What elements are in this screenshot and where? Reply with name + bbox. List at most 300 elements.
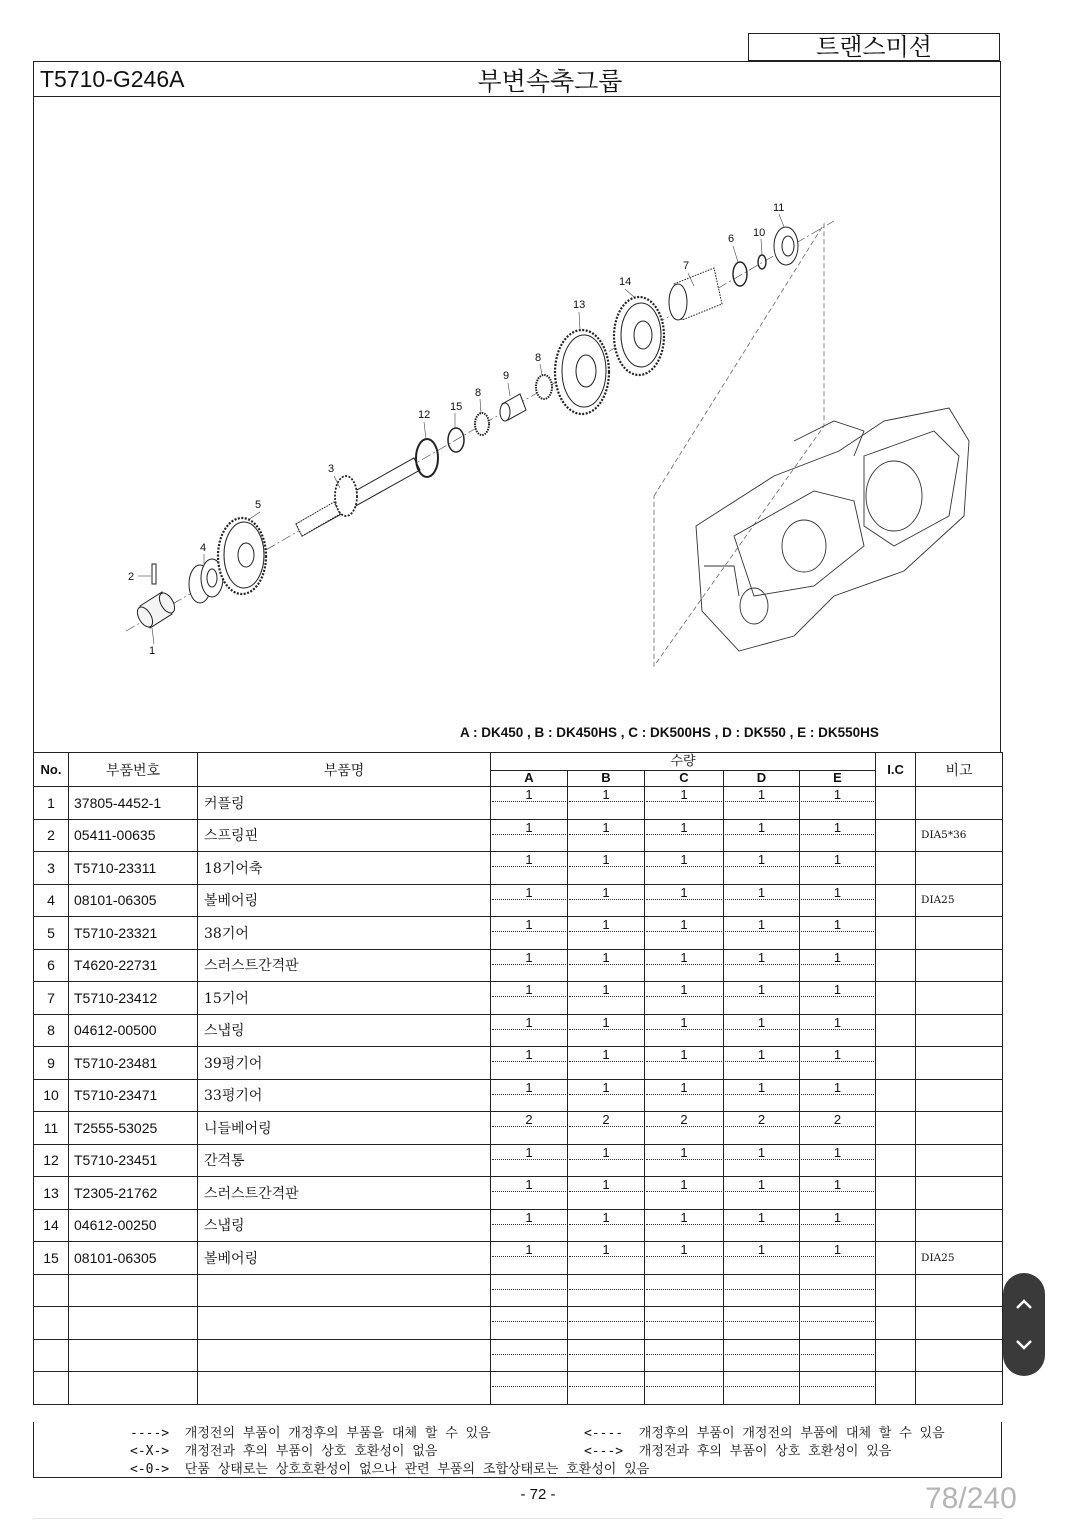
remarks [916,787,1003,820]
quantity-value: 1 [680,852,688,867]
ic-cell [876,1242,916,1275]
quantity-cell [800,1014,876,1047]
quantity-cell [800,917,876,950]
quantity-cell [724,1274,800,1307]
next-page-button[interactable] [1003,1324,1045,1366]
transmission-housing [696,408,969,651]
quantity-value: 1 [833,917,842,932]
part-number [69,1339,198,1372]
remarks [916,1014,1003,1047]
remarks [916,1079,1003,1112]
quantity-value: 1 [833,1014,842,1030]
legend-note-4: <---> 개정전과 후의 부품이 상호 호환성이 있음 [584,1444,892,1459]
quantity-cell [645,1014,724,1047]
quantity-cell [800,1209,876,1242]
quantity-value: 1 [680,819,688,835]
ic-cell [876,1047,916,1080]
quantity-value: 1 [833,1047,842,1062]
part-number: 04612-00250 [69,1209,198,1242]
quantity-value: 1 [602,949,610,965]
quantity-value: 1 [757,1079,766,1095]
part-name: 38기어 [198,917,491,950]
quantity-cell [568,1144,645,1177]
part-name: 39평기어 [198,1047,491,1080]
ic-cell [876,1014,916,1047]
quantity-value: 2 [525,1112,533,1127]
quantity-cell [724,1079,800,1112]
quantity-cell [645,1209,724,1242]
quantity-cell [491,1112,568,1145]
part-number: T4620-22731 [69,949,198,982]
callout-labels [128,202,784,657]
ic-cell [876,1274,916,1307]
remarks [916,1274,1003,1307]
quantity-cell [800,949,876,982]
remarks [916,1339,1003,1372]
quantity-value: 1 [757,1209,766,1225]
remarks [916,852,1003,885]
row-number [34,1339,69,1372]
page-number: - 72 - [520,1486,556,1503]
part-needle-bearing-10 [758,255,766,269]
quantity-value: 2 [833,1112,842,1127]
quantity-value: 1 [680,982,688,997]
quantity-value: 1 [525,1242,533,1257]
row-number [34,1274,69,1307]
ic-cell [876,1307,916,1340]
quantity-value: 1 [757,852,766,867]
part-spring-pin [152,564,156,584]
col-header-no: No. [34,753,69,787]
col-header-model-e: E [800,770,876,787]
quantity-value: 1 [833,1177,842,1192]
quantity-value: 1 [680,1209,688,1225]
quantity-cell [724,1014,800,1047]
quantity-cell [645,1079,724,1112]
ic-cell [876,949,916,982]
part-name: 스러스트간격판 [198,1177,491,1210]
part-gear-15 [669,268,722,320]
row-number: 8 [34,1014,69,1047]
quantity-cell [645,949,724,982]
col-header-quantity: 수량 [491,753,876,771]
callout-8a: 8 [475,387,482,399]
quantity-cell [800,1307,876,1340]
callout-7: 7 [683,260,690,272]
table-row [34,1209,1003,1242]
callout-12: 12 [418,409,431,421]
quantity-value: 1 [602,982,610,997]
remarks [916,1307,1003,1340]
part-number: T5710-23451 [69,1144,198,1177]
footer-legend [33,1422,1002,1478]
part-name: 니들베어링 [198,1112,491,1145]
page-nav-control [1003,1273,1045,1376]
quantity-cell [724,1339,800,1372]
part-number: T2305-21762 [69,1177,198,1210]
table-row [34,1047,1003,1080]
part-name: 볼베어링 [198,1242,491,1275]
row-number: 13 [34,1177,69,1210]
parts-table [33,752,1003,1405]
part-name: 스프링핀 [198,819,491,852]
quantity-value: 1 [525,949,533,965]
quantity-value: 1 [602,884,610,900]
table-row [34,884,1003,917]
remarks: DIA5*36 [916,819,1003,852]
remarks [916,982,1003,1015]
part-gear-38 [218,518,266,594]
ic-cell [876,1079,916,1112]
part-name: 커플링 [198,787,491,820]
part-number: T5710-23412 [69,982,198,1015]
quantity-cell [645,982,724,1015]
row-number: 5 [34,917,69,950]
part-name: 스러스트간격판 [198,949,491,982]
quantity-cell [491,1209,568,1242]
chevron-up-icon [1015,1298,1033,1310]
quantity-value: 1 [757,1047,766,1062]
row-number: 2 [34,819,69,852]
quantity-cell [568,1047,645,1080]
col-header-model-d: D [724,770,800,787]
col-header-part-name: 부품명 [198,753,491,787]
part-name [198,1274,491,1307]
quantity-value: 1 [757,1014,766,1030]
quantity-cell [491,1339,568,1372]
part-snap-ring-8b [536,375,552,399]
quantity-value: 1 [833,884,842,900]
quantity-cell [645,852,724,885]
part-number: T2555-53025 [69,1112,198,1145]
quantity-cell [568,982,645,1015]
part-name: 스냅링 [198,1014,491,1047]
quantity-cell [568,819,645,852]
callout-14: 14 [619,276,632,288]
quantity-cell [800,819,876,852]
remarks [916,1144,1003,1177]
part-name [198,1307,491,1340]
previous-page-button[interactable] [1003,1283,1045,1325]
quantity-cell [568,884,645,917]
part-number [69,1307,198,1340]
quantity-value: 1 [833,982,842,997]
quantity-cell [724,1112,800,1145]
callout-4: 4 [200,542,207,554]
table-row [34,1079,1003,1112]
quantity-cell [800,1079,876,1112]
quantity-value: 1 [757,819,766,835]
quantity-value: 1 [602,917,610,932]
table-row [34,1112,1003,1145]
quantity-value: 1 [833,852,842,867]
quantity-cell [491,884,568,917]
table-row [34,949,1003,982]
quantity-cell [800,787,876,820]
ic-cell [876,1144,916,1177]
quantity-value: 1 [525,884,533,900]
quantity-cell [645,1177,724,1210]
row-number: 3 [34,852,69,885]
divider [33,1518,1002,1519]
quantity-value: 1 [833,819,842,835]
quantity-value: 1 [833,1242,842,1257]
quantity-cell [568,917,645,950]
part-number: T5710-23311 [69,852,198,885]
part-needle-bearing-11 [774,227,798,265]
callout-10: 10 [753,227,766,239]
col-header-model-a: A [491,770,568,787]
quantity-cell [645,1339,724,1372]
part-name [198,1372,491,1405]
quantity-cell [645,1274,724,1307]
viewer-page-counter: 78/240 [925,1482,1017,1515]
part-thrust-washer-13 [555,330,609,414]
quantity-value: 1 [525,917,533,932]
part-number [69,1372,198,1405]
remarks [916,1209,1003,1242]
quantity-value: 1 [757,884,766,900]
row-number: 9 [34,1047,69,1080]
quantity-cell [645,1047,724,1080]
row-number: 15 [34,1242,69,1275]
part-number: 37805-4452-1 [69,787,198,820]
ic-cell [876,819,916,852]
quantity-value: 1 [602,1014,610,1030]
quantity-value: 2 [680,1112,688,1127]
quantity-cell [800,1274,876,1307]
quantity-cell [645,884,724,917]
remarks [916,949,1003,982]
quantity-value: 1 [680,884,688,900]
quantity-cell [645,1144,724,1177]
quantity-value: 1 [757,982,766,997]
quantity-value: 1 [680,917,688,932]
quantity-cell [568,1339,645,1372]
remarks [916,917,1003,950]
quantity-value: 1 [833,787,842,802]
quantity-cell [724,1242,800,1275]
category-label: 트랜스미션 [748,33,1000,61]
callout-5: 5 [255,499,262,511]
quantity-value: 1 [833,1209,842,1225]
quantity-value: 1 [833,949,842,965]
quantity-cell [800,1112,876,1145]
col-header-part-number: 부품번호 [69,753,198,787]
part-spur-gear-39 [500,394,526,421]
ic-cell [876,1372,916,1405]
quantity-value: 1 [525,1079,533,1095]
legend-note-2: <---- 개정후의 부품이 개정전의 부품에 대체 할 수 있음 [584,1426,945,1441]
remarks [916,1047,1003,1080]
quantity-cell [724,1307,800,1340]
part-name [198,1339,491,1372]
quantity-cell [724,1209,800,1242]
quantity-value: 1 [602,1079,610,1095]
quantity-cell [491,787,568,820]
ic-cell [876,982,916,1015]
part-number: T5710-23471 [69,1079,198,1112]
quantity-cell [724,852,800,885]
part-number: T5710-23321 [69,917,198,950]
part-name: 18기어축 [198,852,491,885]
quantity-cell [724,1372,800,1405]
quantity-value: 1 [757,917,766,932]
quantity-cell [568,1014,645,1047]
quantity-value: 1 [680,1079,688,1095]
quantity-value: 1 [680,1047,688,1062]
table-row [34,1144,1003,1177]
table-row [34,1014,1003,1047]
quantity-cell [645,1372,724,1405]
quantity-cell [800,1242,876,1275]
part-number: 08101-06305 [69,1242,198,1275]
quantity-cell [568,1177,645,1210]
quantity-cell [800,1372,876,1405]
quantity-cell [724,917,800,950]
legend-note-5: <-0-> 단품 상태로는 상호호환성이 없으나 관련 부품의 조합상태로는 호환성이 있음 [130,1462,650,1477]
row-number [34,1307,69,1340]
table-row [34,1242,1003,1275]
quantity-cell [800,1144,876,1177]
quantity-value: 1 [525,1177,533,1192]
quantity-cell [491,1372,568,1405]
legend-note-1: ----> 개정전의 부품이 개정후의 부품을 대체 할 수 있음 [130,1426,491,1441]
callout-11: 11 [773,202,785,214]
callout-8b: 8 [535,352,542,364]
quantity-value: 1 [525,1209,533,1225]
table-row [34,1274,1003,1307]
quantity-cell [724,1144,800,1177]
part-snap-ring-8a [475,413,489,435]
ic-cell [876,1177,916,1210]
quantity-cell [645,1112,724,1145]
part-name: 스냅링 [198,1209,491,1242]
quantity-cell [800,852,876,885]
quantity-cell [568,949,645,982]
quantity-value: 1 [525,1047,533,1062]
quantity-value: 1 [602,819,610,835]
remarks [916,1112,1003,1145]
part-number [69,1274,198,1307]
row-number: 4 [34,884,69,917]
ic-cell [876,1339,916,1372]
chevron-down-icon [1015,1339,1033,1351]
quantity-value: 1 [757,1144,766,1160]
part-gear-shaft [296,458,420,536]
remarks: DIA25 [916,884,1003,917]
quantity-value: 1 [525,982,533,997]
table-row [34,1177,1003,1210]
part-number: T5710-23481 [69,1047,198,1080]
quantity-cell [724,1047,800,1080]
quantity-value: 1 [602,1242,610,1257]
legend-note-3: <-X-> 개정전과 후의 부품이 상호 호환성이 없음 [130,1444,438,1459]
quantity-cell [491,917,568,950]
row-number: 10 [34,1079,69,1112]
quantity-value: 1 [525,1144,533,1160]
part-name: 15기어 [198,982,491,1015]
table-row [34,1339,1003,1372]
quantity-cell [724,884,800,917]
quantity-cell [568,1372,645,1405]
col-header-model-c: C [645,770,724,787]
part-thrust-washer-6 [733,262,747,286]
quantity-cell [568,1307,645,1340]
quantity-value: 1 [602,1144,610,1160]
quantity-cell [800,982,876,1015]
quantity-cell [491,1144,568,1177]
ic-cell [876,917,916,950]
quantity-cell [491,1274,568,1307]
part-name: 간격통 [198,1144,491,1177]
quantity-cell [724,1177,800,1210]
part-number: 04612-00500 [69,1014,198,1047]
quantity-value: 1 [525,787,533,802]
table-row [34,917,1003,950]
quantity-value: 1 [602,1177,610,1192]
ic-cell [876,1209,916,1242]
quantity-cell [800,1177,876,1210]
quantity-value: 1 [833,1079,842,1095]
row-number: 14 [34,1209,69,1242]
quantity-cell [645,1242,724,1275]
table-row [34,819,1003,852]
quantity-value: 1 [757,949,766,965]
col-header-model-b: B [568,770,645,787]
quantity-cell [645,787,724,820]
quantity-value: 1 [680,1242,688,1257]
remarks [916,1372,1003,1405]
quantity-value: 2 [757,1112,766,1127]
quantity-cell [800,1339,876,1372]
quantity-value: 1 [525,852,533,867]
quantity-cell [568,852,645,885]
quantity-value: 1 [757,1177,766,1192]
exploded-diagram-frame [33,96,1001,752]
quantity-value: 1 [757,787,766,802]
part-spacer-collar [416,439,438,477]
table-row [34,982,1003,1015]
quantity-cell [491,1242,568,1275]
table-row [34,1307,1003,1340]
quantity-value: 1 [680,1014,688,1030]
quantity-value: 1 [680,949,688,965]
part-number: 08101-06305 [69,884,198,917]
part-number: 05411-00635 [69,819,198,852]
quantity-cell [724,949,800,982]
page-title: 부변속축그룹 [477,67,623,96]
quantity-cell [800,884,876,917]
quantity-value: 1 [680,1144,688,1160]
table-row [34,1372,1003,1405]
callout-2: 2 [128,571,135,583]
quantity-cell [800,1047,876,1080]
row-number: 11 [34,1112,69,1145]
quantity-cell [491,819,568,852]
col-header-ic: I.C [876,753,916,787]
quantity-value: 1 [602,852,610,867]
quantity-cell [568,1274,645,1307]
quantity-value: 1 [833,1144,842,1160]
part-snap-ring-14 [614,297,664,375]
quantity-cell [491,1014,568,1047]
quantity-cell [568,1242,645,1275]
quantity-value: 1 [602,1047,610,1062]
model-legend: A : DK450 , B : DK450HS , C : DK500HS , D : DK550 , E : DK550HS [460,725,879,740]
quantity-value: 2 [602,1112,610,1127]
callout-13: 13 [573,299,586,311]
